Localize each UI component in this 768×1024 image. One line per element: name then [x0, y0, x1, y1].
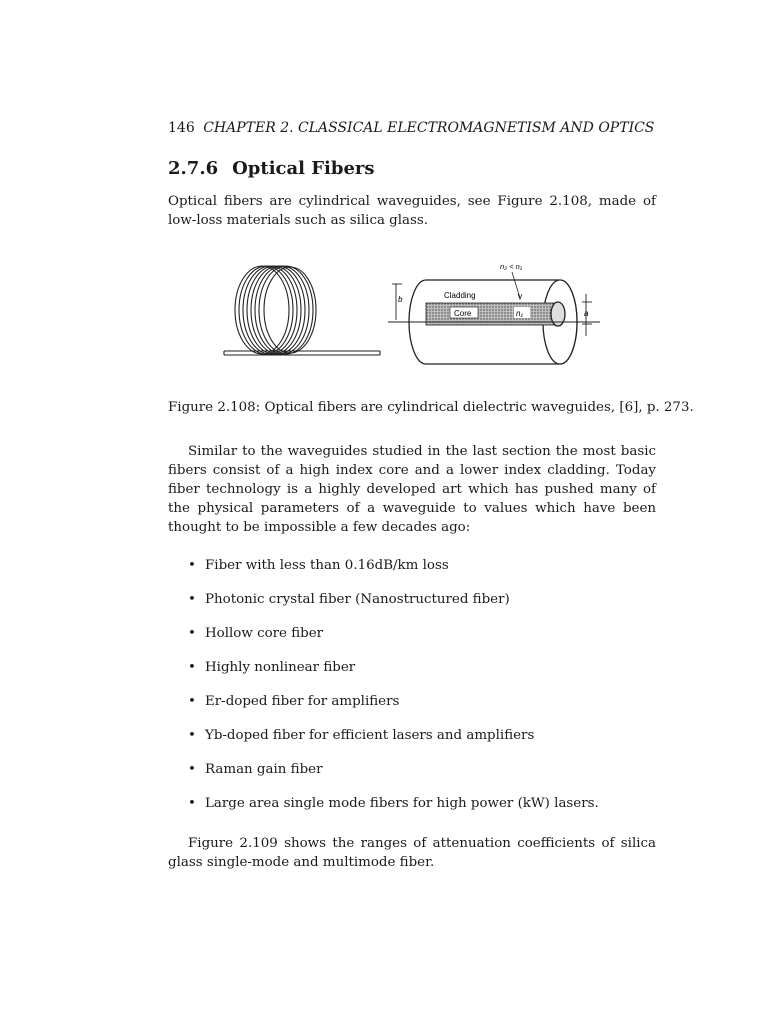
list-item: • Large area single mode fibers for high power (kW) lasers.: [188, 796, 599, 811]
fiber-figure: [222, 258, 602, 370]
core-label: Core: [454, 309, 472, 318]
fiber-coil-illustration: [224, 266, 380, 355]
running-header: [168, 120, 668, 136]
page-number: 146: [168, 120, 195, 136]
section-heading: [168, 158, 375, 179]
list-item: • Highly nonlinear fiber: [188, 660, 356, 675]
dimension-b-label: b: [398, 295, 403, 304]
dimension-a-label: a: [584, 309, 589, 318]
list-item: • Yb-doped fiber for efficient lasers and amplifiers: [188, 728, 535, 743]
figure-caption: Figure 2.108: Optical fibers are cylindrical dielectric waveguides, [6], p. 273.: [168, 400, 694, 415]
section-title: Optical Fibers: [232, 158, 375, 179]
list-item: • Raman gain fiber: [188, 762, 323, 777]
chapter-title: CHAPTER 2. CLASSICAL ELECTROMAGNETISM AND OPTICS: [203, 120, 655, 136]
list-item: • Photonic crystal fiber (Nanostructured fiber): [188, 592, 510, 607]
body-paragraph: Similar to the waveguides studied in the last section the most basic fibers consist of a high index core and a lower index cladding. Today fiber technology is a highly developed art which has pushed many of the physical parameters of a waveguide to values which have been thought to be impossible a few decades ago:: [168, 444, 656, 535]
fiber-cross-section: [388, 262, 600, 364]
cladding-label: Cladding: [444, 291, 476, 300]
list-item: • Fiber with less than 0.16dB/km loss: [188, 558, 449, 573]
core-index-label: n₁: [516, 309, 523, 318]
list-item: • Hollow core fiber: [188, 626, 324, 641]
section-number: 2.7.6: [168, 158, 219, 179]
intro-paragraph: Optical fibers are cylindrical waveguides, see Figure 2.108, made of low-loss materials such as silica glass.: [168, 194, 656, 228]
index-relation-label: n₂ < n₁: [500, 262, 523, 271]
fiber-types-list: [188, 556, 599, 828]
list-item: • Er-doped fiber for amplifiers: [188, 694, 400, 709]
closing-paragraph: Figure 2.109 shows the ranges of attenuation coefficients of silica glass single-mode and multimode fiber.: [168, 836, 656, 870]
